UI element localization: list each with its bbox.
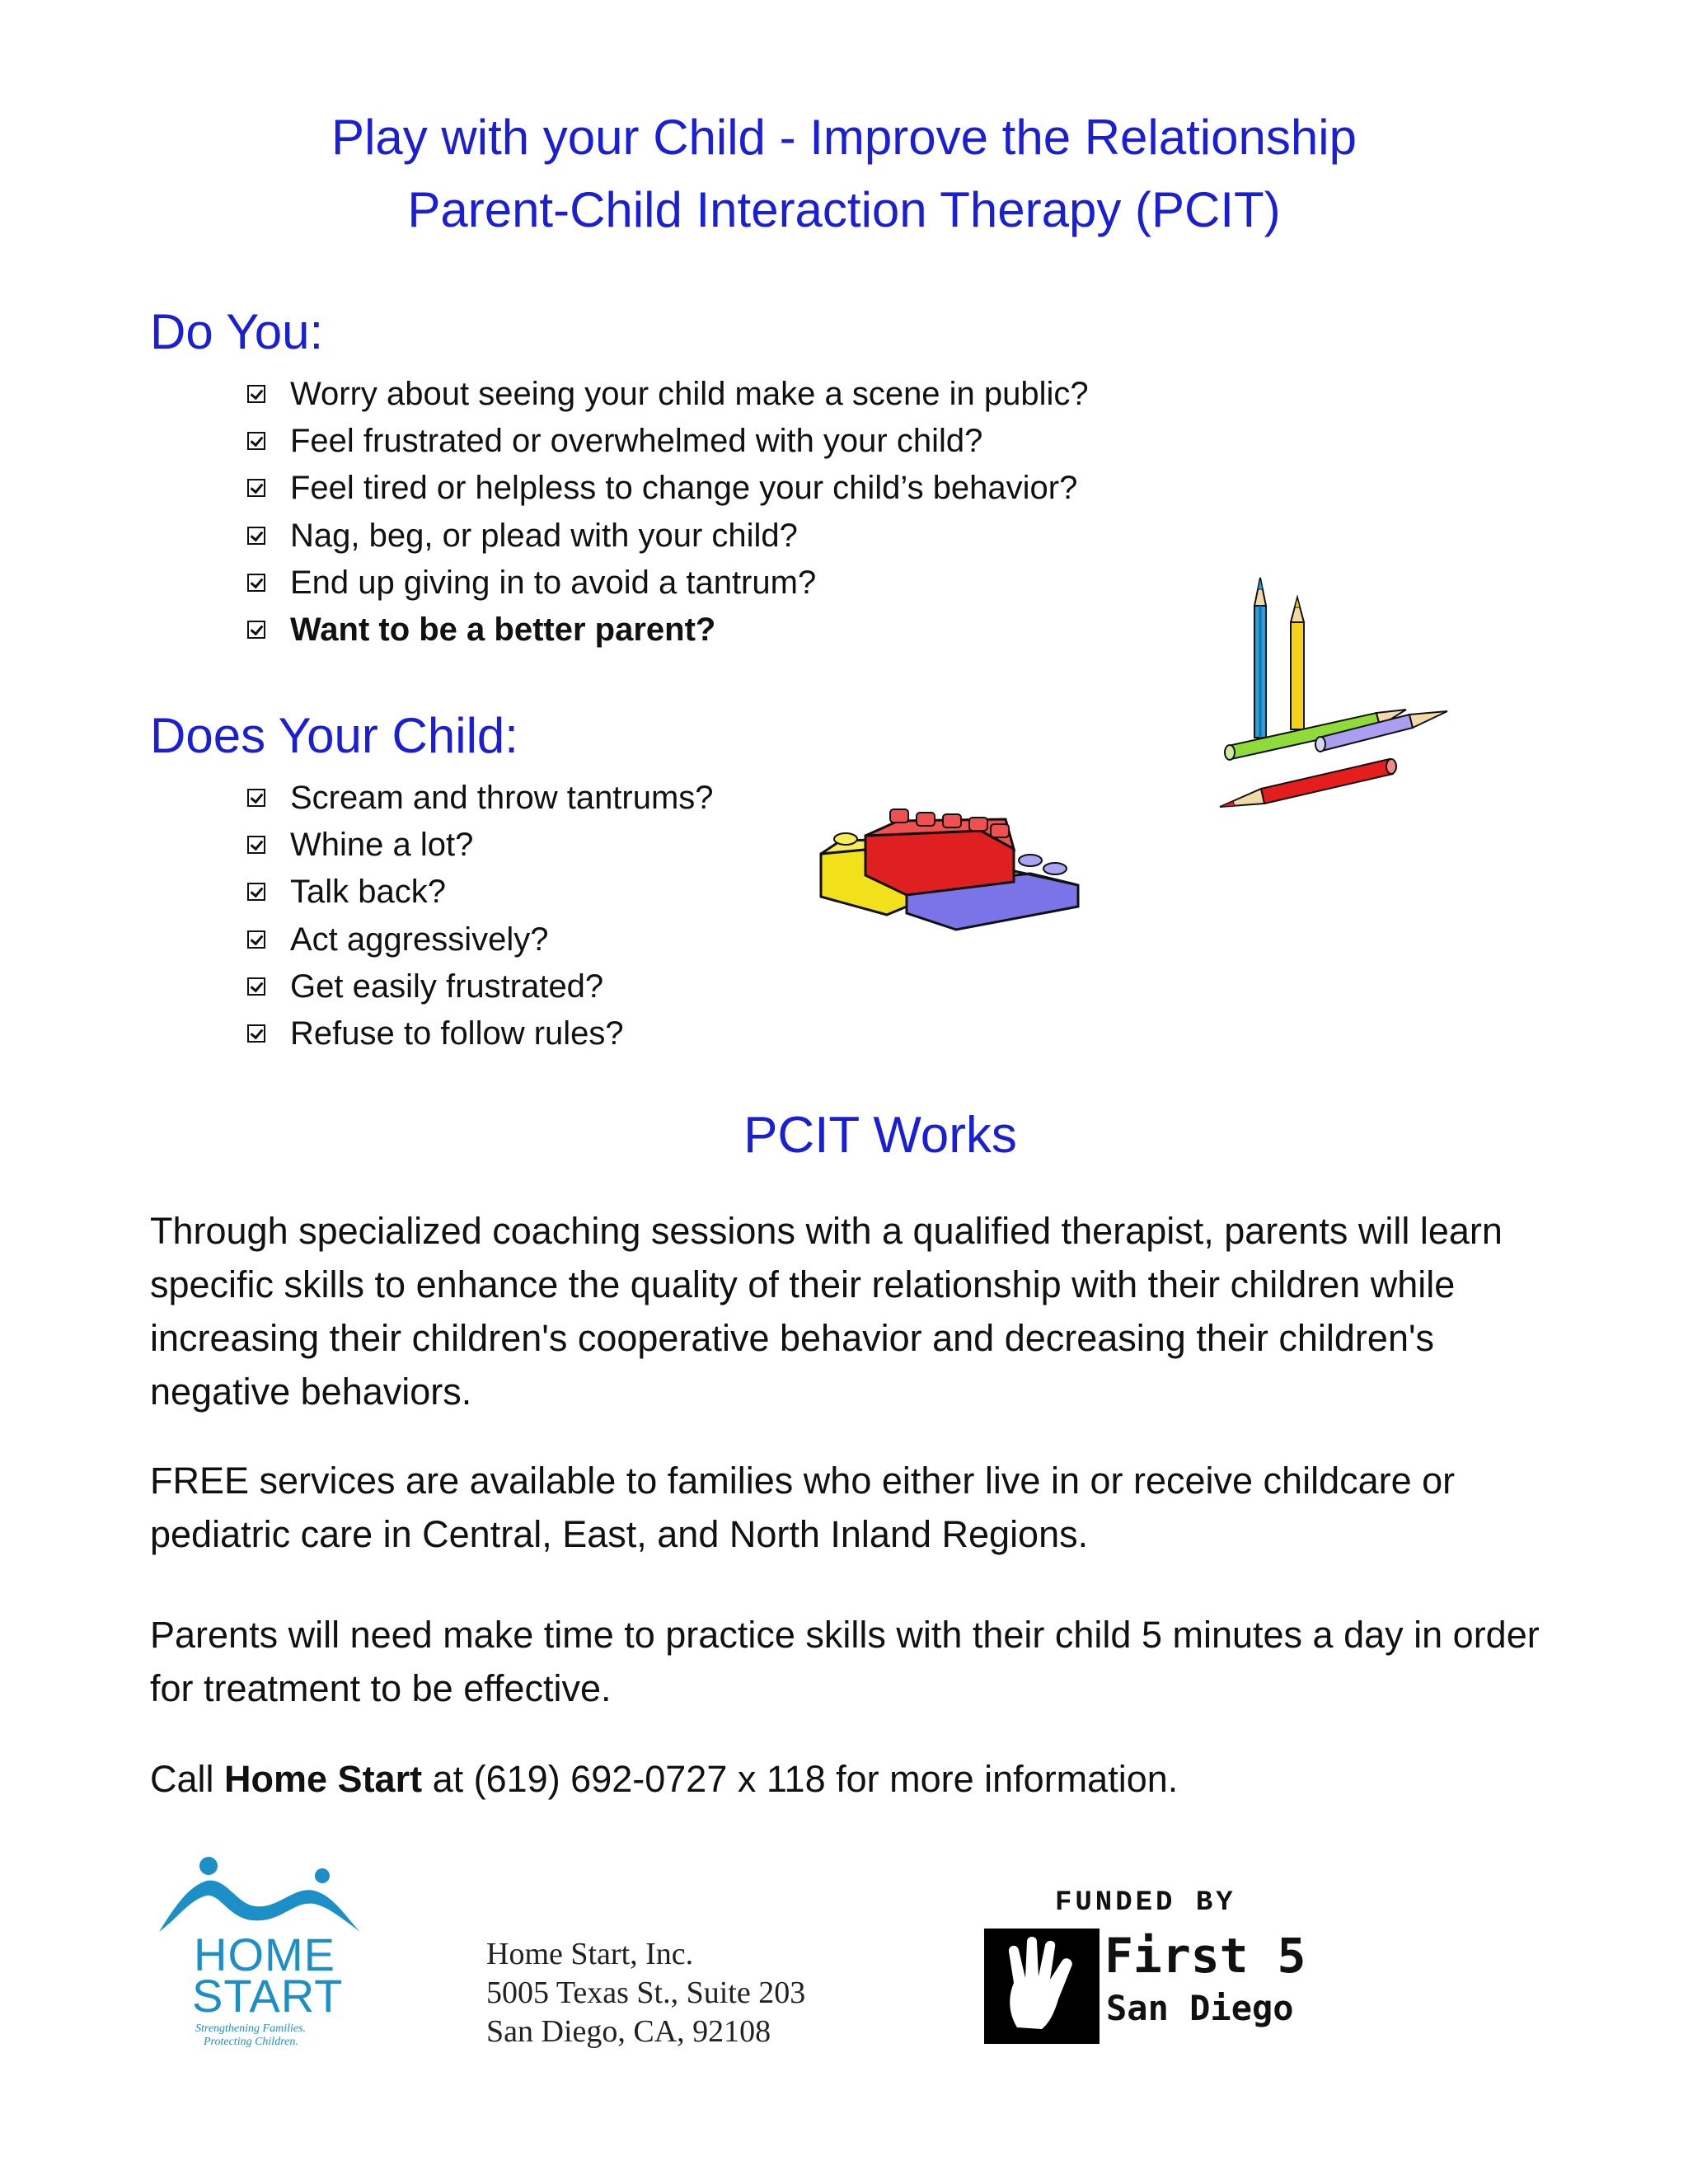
list-item: Want to be a better parent? (247, 606, 1089, 653)
address-line-3: San Diego, CA, 92108 (486, 2014, 771, 2049)
pcit-paragraph-3: Parents will need make time to practice skills with their child 5 minutes a day in order for treatment to be effective. (150, 1614, 1540, 1709)
checkbox-checked-icon (247, 385, 265, 403)
logo-home-text: HOME (194, 1929, 335, 1980)
list-item: Get easily frustrated? (247, 963, 714, 1010)
logo-start-text: START (192, 1970, 344, 2022)
first5-title: First 5 (1104, 1928, 1306, 1984)
checkbox-checked-icon (247, 621, 265, 639)
do-you-list (247, 370, 1089, 654)
list-item: End up giving in to avoid a tantrum? (247, 559, 1089, 606)
list-item: Whine a lot? (247, 821, 714, 868)
pcit-paragraph-1: Through specialized coaching sessions with a qualified therapist, parents will learn specific skills to enhance the quality of their relationship with their children while increasing their children's cooperative behavior and decreasing their children's negative behaviors. (150, 1210, 1503, 1413)
first5-subtitle: San Diego (1106, 1988, 1294, 2028)
organization-address (486, 1935, 805, 2051)
home-start-name: Home Start (224, 1758, 423, 1800)
funded-by-label: FUNDED BY (1055, 1887, 1236, 1919)
does-your-child-heading: Does Your Child: (150, 708, 518, 763)
list-item: Feel tired or helpless to change your child’s behavior? (247, 465, 1089, 512)
checkbox-checked-icon (247, 836, 265, 854)
colored-pencils-illustration (1212, 573, 1459, 820)
list-item: Act aggressively? (247, 916, 714, 963)
handprint-logo (984, 1929, 1100, 2044)
list-item: Worry about seeing your child make a scene in public? (247, 370, 1089, 417)
checkbox-checked-icon (247, 479, 265, 497)
checkbox-checked-icon (247, 1024, 265, 1043)
logo-tagline-2: Protecting Children. (204, 2036, 298, 2048)
first5-logo (981, 1887, 1327, 2052)
list-item: Scream and throw tantrums? (247, 774, 714, 821)
home-start-logo (152, 1853, 367, 2050)
checkbox-checked-icon (247, 432, 265, 450)
list-item: Talk back? (247, 869, 714, 916)
title-line-1: Play with your Child - Improve the Relationship (331, 110, 1357, 165)
checkbox-checked-icon (247, 883, 265, 901)
call-to-action: Call Home Start at (619) 692-0727 x 118 for more information. (150, 1758, 1179, 1800)
checkbox-checked-icon (247, 527, 265, 545)
checkbox-checked-icon (247, 789, 265, 807)
do-you-heading: Do You: (150, 304, 324, 359)
pcit-works-heading: PCIT Works (743, 1107, 1017, 1164)
pcit-paragraph-2: FREE services are available to families who either live in or receive childcare or pediatric care in Central, East, and North Inland Regions. (150, 1460, 1456, 1555)
address-line-1: Home Start, Inc. (486, 1937, 694, 1971)
building-blocks-illustration (816, 806, 1088, 938)
list-item: Nag, beg, or plead with your child? (247, 512, 1089, 559)
checkbox-checked-icon (247, 930, 265, 949)
logo-tagline-1: Strengthening Families. (195, 2022, 307, 2035)
checkbox-checked-icon (247, 977, 265, 996)
list-item: Refuse to follow rules? (247, 1010, 714, 1057)
does-your-child-list (247, 774, 714, 1057)
address-line-2: 5005 Texas St., Suite 203 (486, 1975, 806, 2010)
checkbox-checked-icon (247, 574, 265, 592)
title-line-2: Parent-Child Interaction Therapy (PCIT) (407, 182, 1281, 237)
list-item: Feel frustrated or overwhelmed with your child? (247, 417, 1089, 464)
